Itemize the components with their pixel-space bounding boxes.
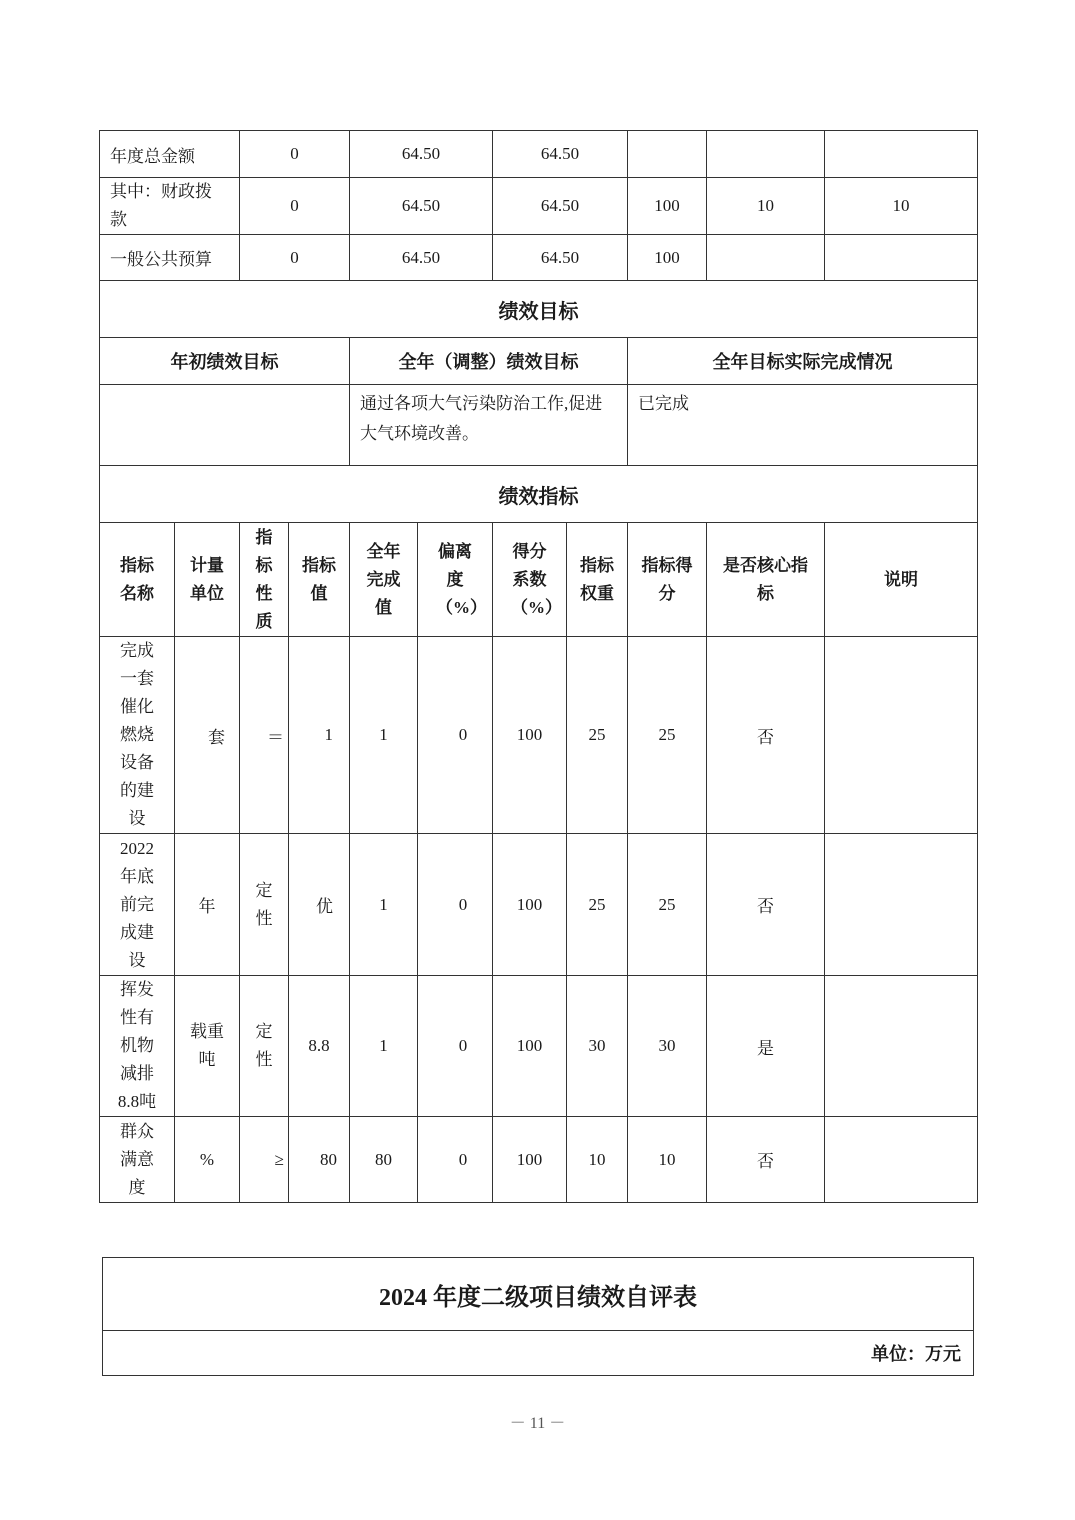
indicator-completed: 1 xyxy=(350,834,418,976)
indicator-value: 1 xyxy=(289,637,350,834)
goals-col-initial: 年初绩效目标 xyxy=(100,338,350,385)
funding-cell: 0 xyxy=(240,178,350,235)
indicator-value: 8.8 xyxy=(289,976,350,1117)
funding-cell: 64.50 xyxy=(493,178,628,235)
indicator-coefficient: 100 xyxy=(493,637,567,834)
funding-row-total xyxy=(100,131,978,178)
indicators-section-title: 绩效指标 xyxy=(100,466,978,523)
funding-cell xyxy=(707,131,825,178)
funding-cell xyxy=(707,235,825,281)
indicator-core: 是 xyxy=(707,976,825,1117)
goals-initial-text xyxy=(100,385,350,466)
indicator-completed: 80 xyxy=(350,1117,418,1203)
indicator-value: 80 xyxy=(289,1117,350,1203)
indicator-coefficient: 100 xyxy=(493,976,567,1117)
funding-row-general xyxy=(100,235,978,281)
indicator-name: 完成一套催化燃烧设备的建设 xyxy=(100,637,175,834)
indicator-deviation: 0 xyxy=(418,637,493,834)
header-deviation: 偏离度（%） xyxy=(418,523,493,637)
indicator-unit: 载重吨 xyxy=(175,976,240,1117)
funding-cell: 64.50 xyxy=(493,131,628,178)
next-table-title: 2024 年度二级项目绩效自评表 xyxy=(103,1258,974,1331)
funding-cell xyxy=(628,131,707,178)
funding-cell: 100 xyxy=(628,178,707,235)
header-nature: 指标性质 xyxy=(240,523,289,637)
indicator-completed: 1 xyxy=(350,976,418,1117)
funding-cell: 0 xyxy=(240,235,350,281)
funding-cell: 64.50 xyxy=(350,131,493,178)
indicator-deviation: 0 xyxy=(418,1117,493,1203)
goals-section-title: 绩效目标 xyxy=(100,281,978,338)
performance-table xyxy=(99,130,978,1203)
indicator-score: 25 xyxy=(628,637,707,834)
indicator-name: 群众满意度 xyxy=(100,1117,175,1203)
funding-cell: 64.50 xyxy=(350,178,493,235)
indicator-note xyxy=(825,976,978,1117)
header-core: 是否核心指标 xyxy=(707,523,825,637)
indicator-weight: 10 xyxy=(567,1117,628,1203)
funding-cell xyxy=(825,131,978,178)
table-row xyxy=(100,1117,978,1203)
indicator-note xyxy=(825,834,978,976)
header-weight: 指标权重 xyxy=(567,523,628,637)
indicator-note xyxy=(825,1117,978,1203)
funding-cell: 10 xyxy=(825,178,978,235)
indicator-core: 否 xyxy=(707,834,825,976)
funding-row-fiscal xyxy=(100,178,978,235)
goals-actual-text: 已完成 xyxy=(628,385,978,466)
funding-cell: 64.50 xyxy=(493,235,628,281)
funding-cell: 100 xyxy=(628,235,707,281)
funding-label: 一般公共预算 xyxy=(100,235,240,281)
goals-adjusted-text: 通过各项大气污染防治工作,促进大气环境改善。 xyxy=(350,385,628,466)
indicator-weight: 25 xyxy=(567,637,628,834)
table-row xyxy=(100,976,978,1117)
header-value: 指标值 xyxy=(289,523,350,637)
indicator-name: 挥发性有机物减排8.8吨 xyxy=(100,976,175,1117)
indicator-nature: 定性 xyxy=(240,976,289,1117)
goals-col-actual: 全年目标实际完成情况 xyxy=(628,338,978,385)
header-note: 说明 xyxy=(825,523,978,637)
funding-cell: 0 xyxy=(240,131,350,178)
header-indicator-name: 指标名称 xyxy=(100,523,175,637)
funding-label: 其中：财政拨款 xyxy=(100,178,240,235)
indicator-completed: 1 xyxy=(350,637,418,834)
next-table-header xyxy=(102,1257,974,1376)
indicator-score: 30 xyxy=(628,976,707,1117)
header-score: 指标得分 xyxy=(628,523,707,637)
indicator-nature: ≥ xyxy=(240,1117,289,1203)
funding-cell: 10 xyxy=(707,178,825,235)
indicator-name: 2022年底前完成建设 xyxy=(100,834,175,976)
indicator-score: 25 xyxy=(628,834,707,976)
indicator-note xyxy=(825,637,978,834)
indicator-weight: 25 xyxy=(567,834,628,976)
indicator-header-row xyxy=(100,523,978,637)
indicator-coefficient: 100 xyxy=(493,834,567,976)
indicator-deviation: 0 xyxy=(418,976,493,1117)
indicator-value: 优 xyxy=(289,834,350,976)
header-coefficient: 得分系数（%） xyxy=(493,523,567,637)
table-row xyxy=(100,637,978,834)
indicator-unit: 年 xyxy=(175,834,240,976)
indicator-core: 否 xyxy=(707,1117,825,1203)
indicator-core: 否 xyxy=(707,637,825,834)
indicator-unit: 套 xyxy=(175,637,240,834)
page-number: － 11 － xyxy=(509,1415,566,1432)
indicator-nature: 定性 xyxy=(240,834,289,976)
funding-cell xyxy=(825,235,978,281)
table-row xyxy=(100,834,978,976)
indicator-nature: ＝ xyxy=(240,637,289,834)
funding-label: 年度总金额 xyxy=(100,131,240,178)
indicator-score: 10 xyxy=(628,1117,707,1203)
indicator-deviation: 0 xyxy=(418,834,493,976)
unit-label: 单位：万元 xyxy=(103,1331,974,1376)
indicator-coefficient: 100 xyxy=(493,1117,567,1203)
funding-cell: 64.50 xyxy=(350,235,493,281)
indicator-weight: 30 xyxy=(567,976,628,1117)
goals-col-adjusted: 全年（调整）绩效目标 xyxy=(350,338,628,385)
indicator-unit: % xyxy=(175,1117,240,1203)
header-unit: 计量单位 xyxy=(175,523,240,637)
header-completed: 全年完成值 xyxy=(350,523,418,637)
